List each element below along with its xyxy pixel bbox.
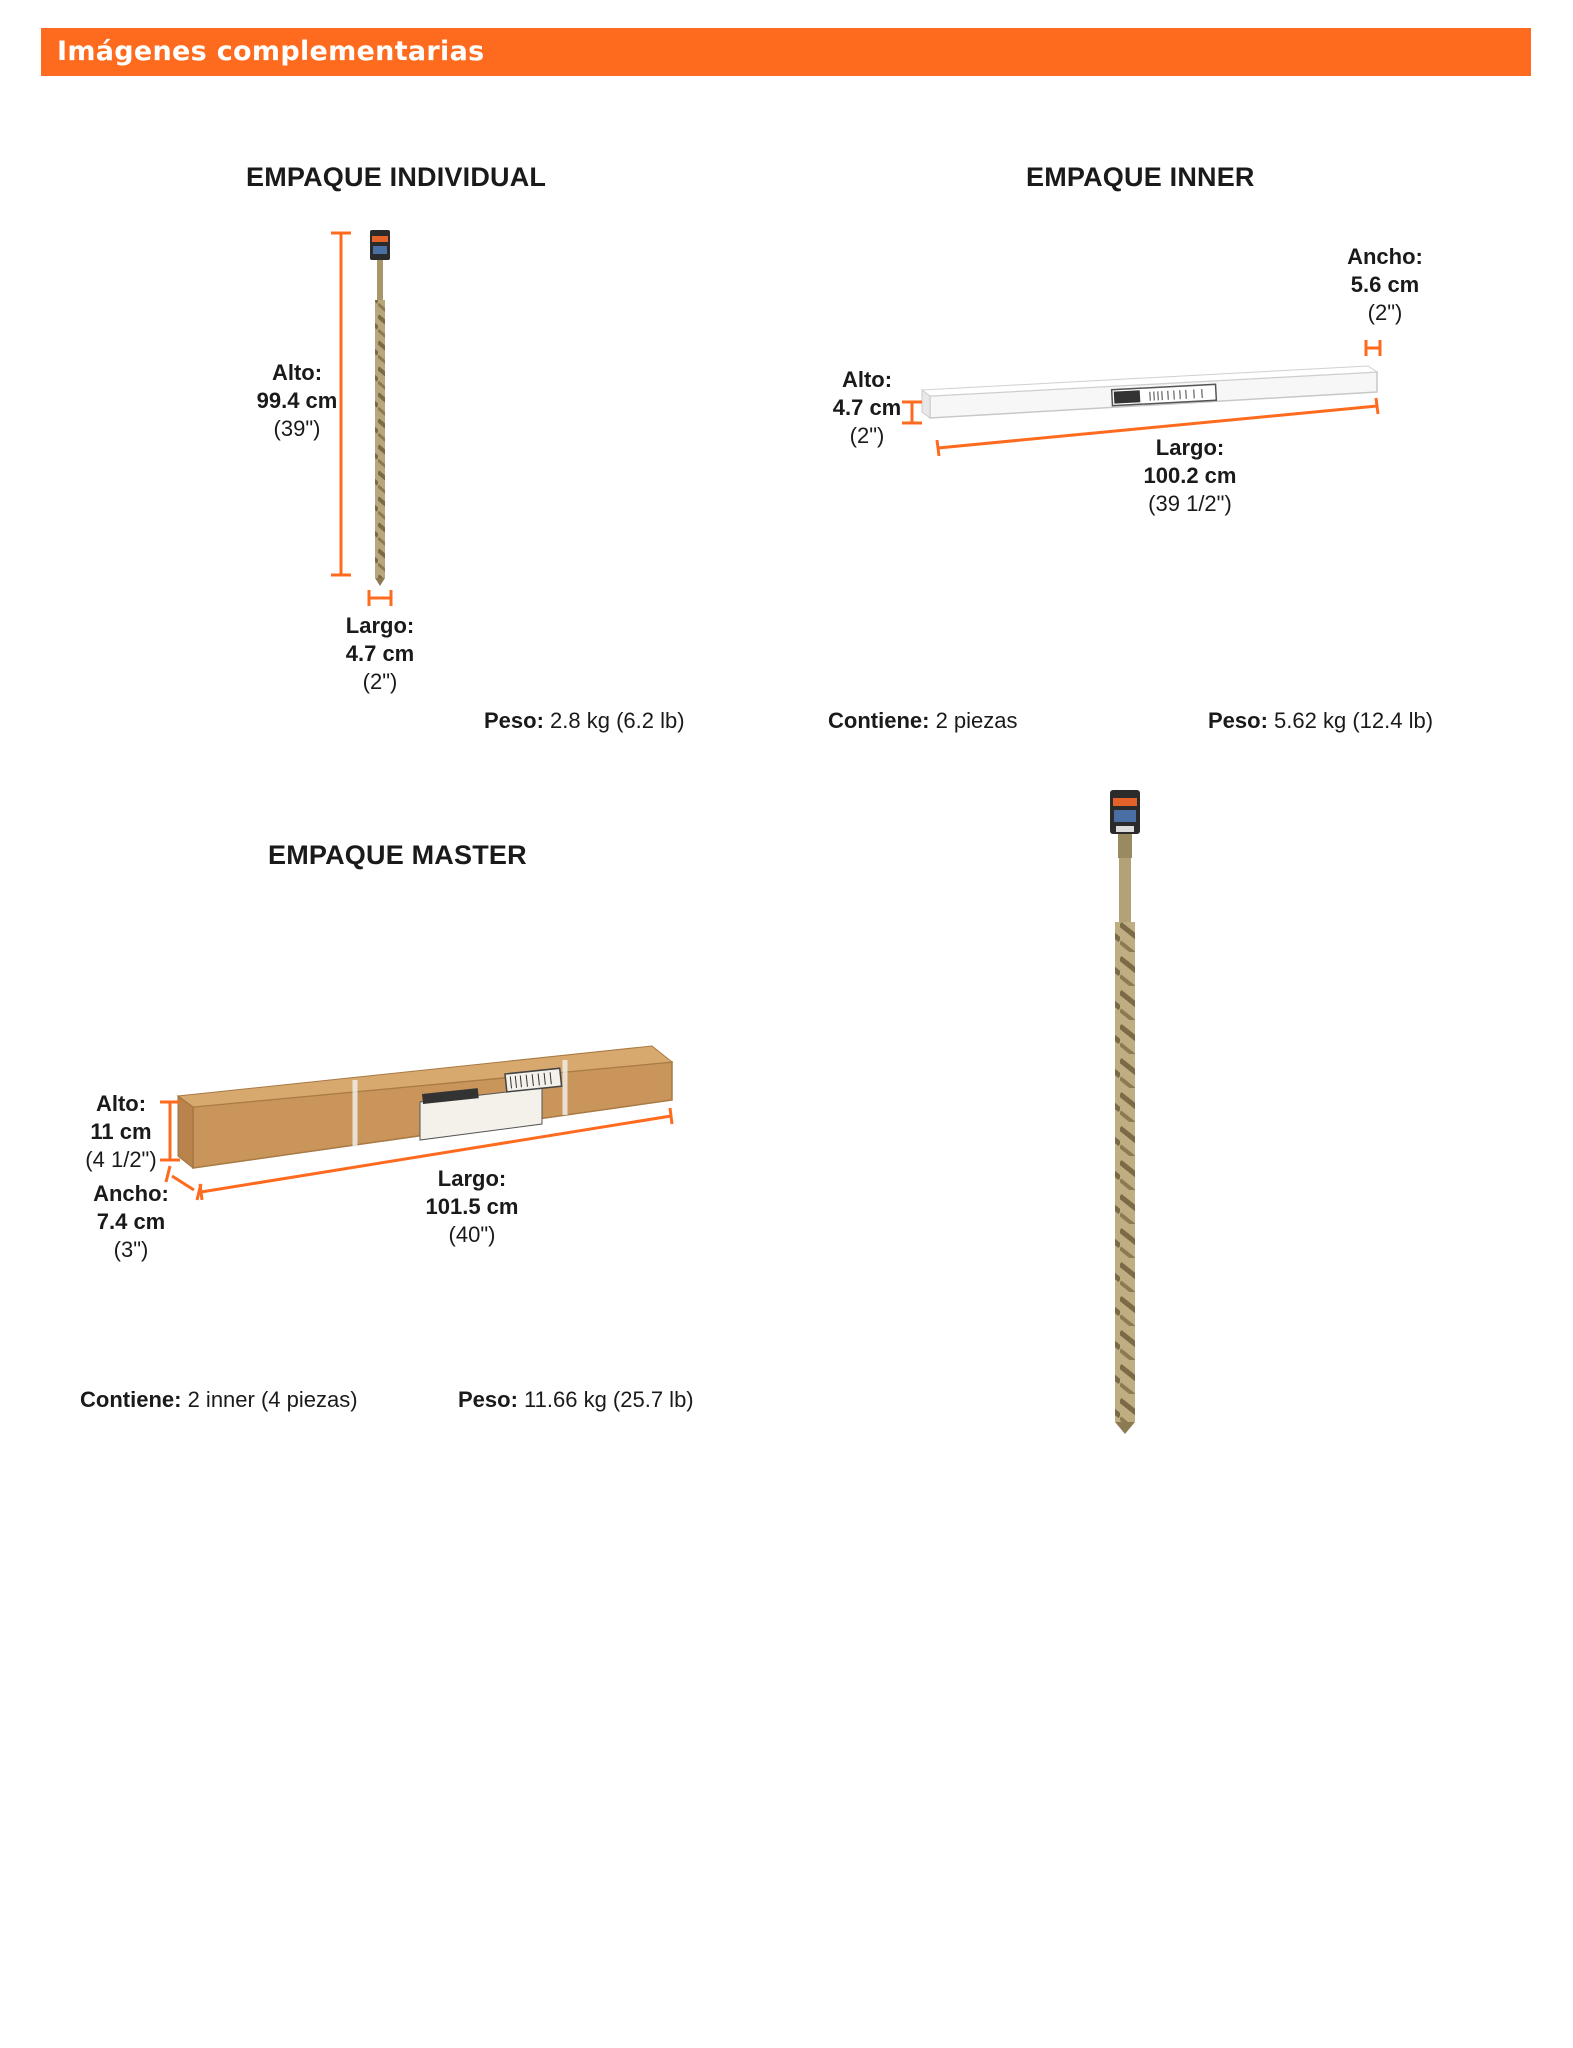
- master-title: EMPAQUE MASTER: [268, 840, 527, 870]
- master-alto-label: [66, 1090, 176, 1174]
- inner-largo-text: Largo:: [1155, 435, 1225, 460]
- individual-drill-bit-image: [370, 230, 390, 586]
- individual-alto-inch: (39"): [273, 416, 321, 441]
- inner-ancho-label: [1340, 243, 1430, 327]
- master-contiene-value: 2 inner (4 piezas): [187, 1387, 358, 1412]
- product-drill-bit-image: [1110, 790, 1140, 1434]
- inner-peso-label: Peso:: [1208, 708, 1268, 733]
- inner-largo-inch: (39 1/2"): [1148, 491, 1232, 516]
- master-alto-text: Alto:: [95, 1091, 147, 1116]
- master-contiene-label: Contiene:: [80, 1387, 182, 1412]
- individual-peso-label: Peso:: [484, 708, 544, 733]
- master-peso: [458, 1387, 694, 1413]
- individual-largo-value: 4.7 cm: [345, 641, 415, 666]
- individual-title: EMPAQUE INDIVIDUAL: [246, 162, 547, 192]
- inner-contiene: [828, 708, 1018, 734]
- master-peso-value: 11.66 kg (25.7 lb): [524, 1387, 694, 1412]
- master-largo-label: [412, 1165, 532, 1249]
- inner-ancho-value: 5.6 cm: [1350, 272, 1420, 297]
- master-contiene: [80, 1387, 358, 1413]
- inner-alto-inch: (2"): [849, 423, 885, 448]
- master-largo-inch: (40"): [448, 1222, 496, 1247]
- inner-ancho-inch: (2"): [1367, 300, 1403, 325]
- master-largo-value: 101.5 cm: [425, 1194, 519, 1219]
- master-peso-label: Peso:: [458, 1387, 518, 1412]
- inner-alto-value: 4.7 cm: [832, 395, 902, 420]
- inner-contiene-label: Contiene:: [828, 708, 930, 733]
- master-ancho-inch: (3"): [113, 1237, 149, 1262]
- master-alto-inch: (4 1/2"): [85, 1147, 157, 1172]
- inner-ancho-text: Ancho:: [1347, 244, 1423, 269]
- inner-alto-text: Alto:: [841, 367, 893, 392]
- inner-largo-label: [1130, 434, 1250, 518]
- inner-box-image: [922, 366, 1377, 418]
- inner-peso: [1208, 708, 1433, 734]
- master-box-image: [178, 1046, 672, 1168]
- master-alto-value: 11 cm: [90, 1119, 152, 1144]
- individual-peso-value: 2.8 kg (6.2 lb): [550, 708, 685, 733]
- individual-largo-inch: (2"): [362, 669, 398, 694]
- inner-alto-label: [824, 366, 910, 450]
- inner-ancho-dimension-line: [1366, 340, 1380, 356]
- individual-largo-text: Largo:: [345, 613, 415, 638]
- individual-largo-dimension-line: [369, 590, 391, 606]
- individual-largo-label: [335, 612, 425, 696]
- inner-peso-value: 5.62 kg (12.4 lb): [1274, 708, 1434, 733]
- master-ancho-value: 7.4 cm: [96, 1209, 166, 1234]
- master-ancho-text: Ancho:: [93, 1181, 169, 1206]
- inner-contiene-value: 2 piezas: [935, 708, 1018, 733]
- master-largo-text: Largo:: [437, 1166, 507, 1191]
- individual-alto-text: Alto:: [271, 360, 323, 385]
- individual-alto-label: [252, 359, 342, 443]
- section-title: Imágenes complementarias: [57, 36, 485, 67]
- individual-alto-value: 99.4 cm: [256, 388, 338, 413]
- inner-title: EMPAQUE INNER: [1026, 162, 1255, 192]
- individual-peso: [484, 708, 685, 734]
- inner-largo-value: 100.2 cm: [1143, 463, 1237, 488]
- master-ancho-label: [86, 1180, 176, 1264]
